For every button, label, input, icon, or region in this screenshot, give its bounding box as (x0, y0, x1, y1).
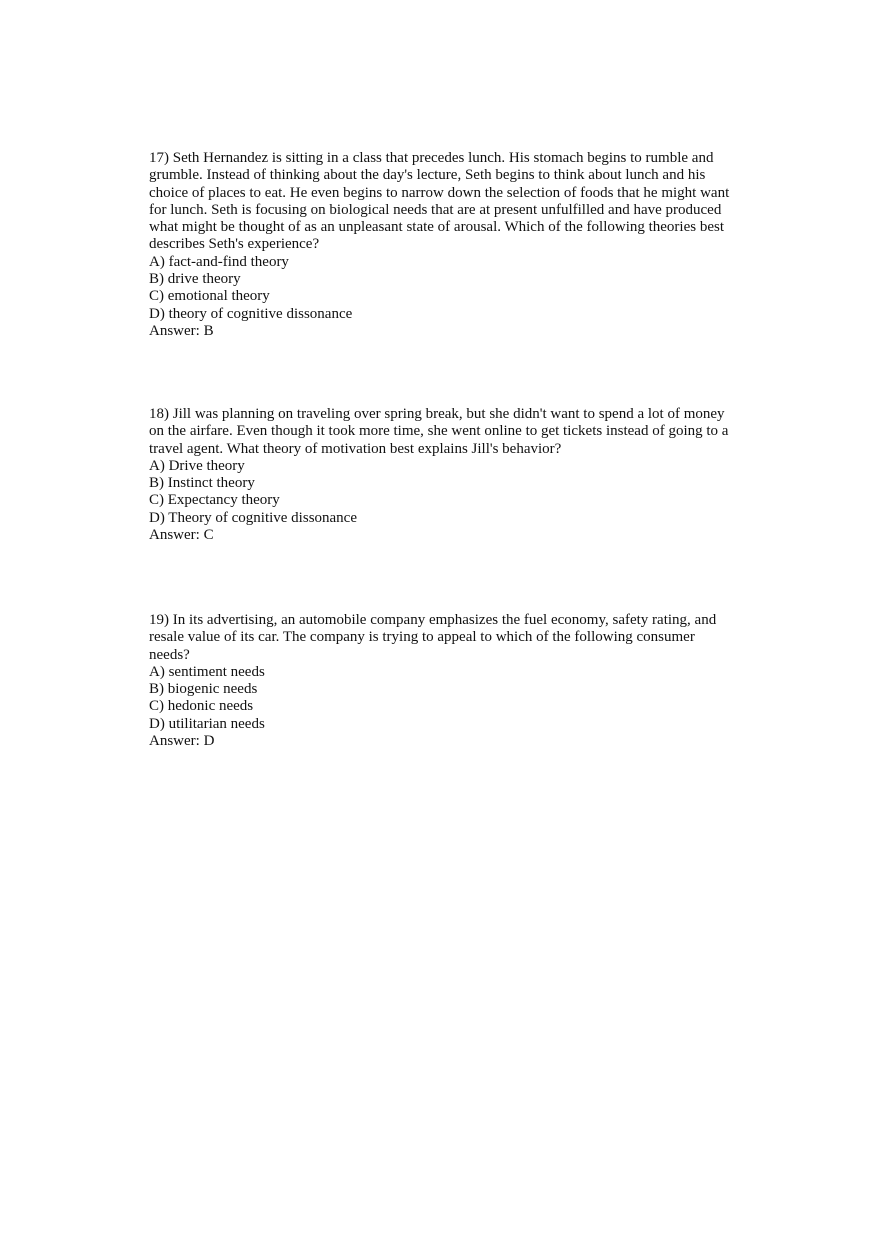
question-stem: 17) Seth Hernandez is sitting in a class that precedes lunch. His stomach begins to rumble and grumble. Instead of thinking about the day's lecture, Seth begins to think about lunch and his choice of places to eat. He even begins to narrow down the selection of foods that he might want for lunch. Seth is focusing on biological needs that are at present unfulfilled and have produced what might be thought of as an unpleasant state of arousal. Which of the following theories best describes Seth's experience? (149, 150, 730, 253)
question-stem: 18) Jill was planning on traveling over spring break, but she didn't want to spend a lot of money on the airfare. Even though it took more time, she went online to get tickets instead of going to a travel agent. What theory of motivation best explains Jill's behavior? (149, 406, 729, 457)
answer-options (149, 254, 739, 323)
answer-options (149, 664, 739, 733)
question-18 (149, 406, 739, 544)
option-b: B) Instinct theory (149, 475, 255, 492)
option-c: C) emotional theory (149, 288, 270, 305)
option-d: D) theory of cognitive dissonance (149, 305, 353, 322)
option-a: A) Drive theory (149, 457, 245, 474)
option-d: D) Theory of cognitive dissonance (149, 509, 358, 526)
option-a: A) fact-and-find theory (149, 253, 289, 270)
option-b: B) drive theory (149, 271, 241, 288)
answer-key: Answer: D (149, 733, 215, 750)
option-c: C) Expectancy theory (149, 492, 280, 509)
option-b: B) biogenic needs (149, 681, 258, 698)
answer-key: Answer: C (149, 527, 214, 544)
question-19 (149, 612, 739, 750)
option-c: C) hedonic needs (149, 698, 254, 715)
answer-key: Answer: B (149, 322, 214, 339)
answer-options (149, 458, 739, 527)
question-17 (149, 150, 739, 340)
question-stem: 19) In its advertising, an automobile company emphasizes the fuel economy, safety rating, and resale value of its car. The company is trying to appeal to which of the following consumer needs? (149, 612, 717, 663)
option-d: D) utilitarian needs (149, 715, 265, 732)
option-a: A) sentiment needs (149, 663, 265, 680)
